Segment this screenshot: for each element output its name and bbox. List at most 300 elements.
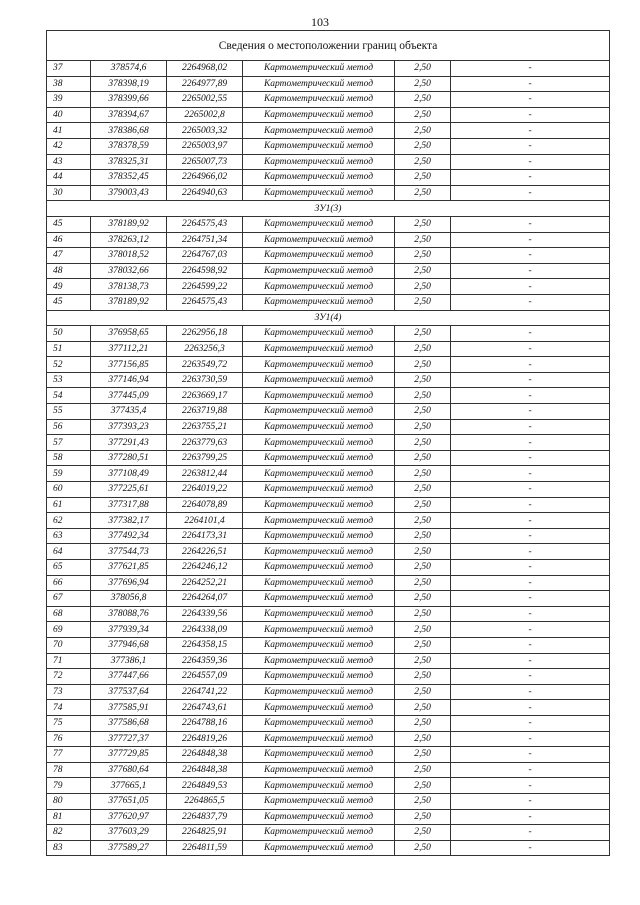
x-coordinate-cell: 377729,85 [91, 747, 167, 763]
description-cell: - [451, 435, 610, 451]
group-label: ЗУ1(4) [47, 310, 610, 326]
x-coordinate-cell: 377393,23 [91, 419, 167, 435]
x-coordinate-cell: 378394,67 [91, 107, 167, 123]
accuracy-cell: 2,50 [395, 419, 451, 435]
method-cell: Картометрический метод [243, 653, 395, 669]
method-cell: Картометрический метод [243, 622, 395, 638]
accuracy-cell: 2,50 [395, 170, 451, 186]
point-number-cell: 42 [47, 138, 91, 154]
description-cell: - [451, 778, 610, 794]
table-row [47, 669, 610, 685]
x-coordinate-cell: 377680,64 [91, 762, 167, 778]
method-cell: Картометрический метод [243, 825, 395, 841]
description-cell: - [451, 762, 610, 778]
description-cell: - [451, 388, 610, 404]
y-coordinate-cell: 2264019,22 [167, 482, 243, 498]
description-cell: - [451, 825, 610, 841]
table-row [47, 294, 610, 310]
point-number-cell: 48 [47, 263, 91, 279]
x-coordinate-cell: 377585,91 [91, 700, 167, 716]
point-number-cell: 68 [47, 606, 91, 622]
description-cell: - [451, 669, 610, 685]
description-cell: - [451, 248, 610, 264]
table-title: Сведения о местоположении границ объекта [47, 31, 610, 61]
table-row [47, 92, 610, 108]
accuracy-cell: 2,50 [395, 450, 451, 466]
method-cell: Картометрический метод [243, 232, 395, 248]
table-row [47, 170, 610, 186]
y-coordinate-cell: 2263730,59 [167, 372, 243, 388]
point-number-cell: 46 [47, 232, 91, 248]
point-number-cell: 39 [47, 92, 91, 108]
table-row [47, 372, 610, 388]
description-cell: - [451, 560, 610, 576]
point-number-cell: 57 [47, 435, 91, 451]
accuracy-cell: 2,50 [395, 809, 451, 825]
table-row [47, 840, 610, 856]
x-coordinate-cell: 377696,94 [91, 575, 167, 591]
x-coordinate-cell: 377435,4 [91, 404, 167, 420]
group-header-row [47, 201, 610, 217]
table-row [47, 528, 610, 544]
method-cell: Картометрический метод [243, 123, 395, 139]
accuracy-cell: 2,50 [395, 778, 451, 794]
method-cell: Картометрический метод [243, 700, 395, 716]
point-number-cell: 71 [47, 653, 91, 669]
method-cell: Картометрический метод [243, 404, 395, 420]
table-body [47, 61, 610, 856]
x-coordinate-cell: 377665,1 [91, 778, 167, 794]
table-row [47, 216, 610, 232]
point-number-cell: 66 [47, 575, 91, 591]
accuracy-cell: 2,50 [395, 61, 451, 77]
x-coordinate-cell: 377589,27 [91, 840, 167, 856]
method-cell: Картометрический метод [243, 560, 395, 576]
x-coordinate-cell: 377939,34 [91, 622, 167, 638]
x-coordinate-cell: 377492,34 [91, 528, 167, 544]
y-coordinate-cell: 2263755,21 [167, 419, 243, 435]
method-cell: Картометрический метод [243, 170, 395, 186]
y-coordinate-cell: 2264338,09 [167, 622, 243, 638]
method-cell: Картометрический метод [243, 575, 395, 591]
method-cell: Картометрический метод [243, 216, 395, 232]
accuracy-cell: 2,50 [395, 435, 451, 451]
x-coordinate-cell: 378263,12 [91, 232, 167, 248]
point-number-cell: 58 [47, 450, 91, 466]
method-cell: Картометрический метод [243, 747, 395, 763]
description-cell: - [451, 575, 610, 591]
table-title-row [47, 31, 610, 61]
x-coordinate-cell: 376958,65 [91, 326, 167, 342]
accuracy-cell: 2,50 [395, 622, 451, 638]
table-row [47, 513, 610, 529]
method-cell: Картометрический метод [243, 107, 395, 123]
y-coordinate-cell: 2263812,44 [167, 466, 243, 482]
y-coordinate-cell: 2264358,15 [167, 637, 243, 653]
method-cell: Картометрический метод [243, 388, 395, 404]
point-number-cell: 60 [47, 482, 91, 498]
table-row [47, 653, 610, 669]
group-label: ЗУ1(3) [47, 201, 610, 217]
point-number-cell: 59 [47, 466, 91, 482]
y-coordinate-cell: 2263549,72 [167, 357, 243, 373]
table-row [47, 248, 610, 264]
x-coordinate-cell: 378018,52 [91, 248, 167, 264]
table-row [47, 637, 610, 653]
accuracy-cell: 2,50 [395, 669, 451, 685]
method-cell: Картометрический метод [243, 341, 395, 357]
description-cell: - [451, 840, 610, 856]
point-number-cell: 78 [47, 762, 91, 778]
page-number: 103 [311, 15, 329, 29]
table-row [47, 778, 610, 794]
y-coordinate-cell: 2262956,18 [167, 326, 243, 342]
method-cell: Картометрический метод [243, 263, 395, 279]
y-coordinate-cell: 2264173,31 [167, 528, 243, 544]
y-coordinate-cell: 2265002,8 [167, 107, 243, 123]
table-row [47, 450, 610, 466]
y-coordinate-cell: 2264968,02 [167, 61, 243, 77]
table-row [47, 263, 610, 279]
method-cell: Картометрический метод [243, 92, 395, 108]
method-cell: Картометрический метод [243, 513, 395, 529]
accuracy-cell: 2,50 [395, 294, 451, 310]
x-coordinate-cell: 378386,68 [91, 123, 167, 139]
point-number-cell: 49 [47, 279, 91, 295]
y-coordinate-cell: 2264557,09 [167, 669, 243, 685]
method-cell: Картометрический метод [243, 684, 395, 700]
accuracy-cell: 2,50 [395, 793, 451, 809]
point-number-cell: 52 [47, 357, 91, 373]
description-cell: - [451, 528, 610, 544]
accuracy-cell: 2,50 [395, 513, 451, 529]
accuracy-cell: 2,50 [395, 544, 451, 560]
y-coordinate-cell: 2264848,38 [167, 747, 243, 763]
x-coordinate-cell: 377445,09 [91, 388, 167, 404]
y-coordinate-cell: 2264977,89 [167, 76, 243, 92]
method-cell: Картометрический метод [243, 61, 395, 77]
point-number-cell: 63 [47, 528, 91, 544]
x-coordinate-cell: 377537,64 [91, 684, 167, 700]
y-coordinate-cell: 2263256,3 [167, 341, 243, 357]
description-cell: - [451, 404, 610, 420]
method-cell: Картометрический метод [243, 809, 395, 825]
accuracy-cell: 2,50 [395, 123, 451, 139]
accuracy-cell: 2,50 [395, 154, 451, 170]
accuracy-cell: 2,50 [395, 637, 451, 653]
method-cell: Картометрический метод [243, 279, 395, 295]
x-coordinate-cell: 377386,1 [91, 653, 167, 669]
accuracy-cell: 2,50 [395, 326, 451, 342]
accuracy-cell: 2,50 [395, 185, 451, 201]
accuracy-cell: 2,50 [395, 341, 451, 357]
description-cell: - [451, 622, 610, 638]
point-number-cell: 73 [47, 684, 91, 700]
point-number-cell: 64 [47, 544, 91, 560]
y-coordinate-cell: 2264741,22 [167, 684, 243, 700]
description-cell: - [451, 123, 610, 139]
accuracy-cell: 2,50 [395, 482, 451, 498]
method-cell: Картометрический метод [243, 793, 395, 809]
point-number-cell: 61 [47, 497, 91, 513]
group-header-row [47, 310, 610, 326]
method-cell: Картометрический метод [243, 357, 395, 373]
y-coordinate-cell: 2264788,16 [167, 715, 243, 731]
y-coordinate-cell: 2264246,12 [167, 560, 243, 576]
table-row [47, 279, 610, 295]
description-cell: - [451, 809, 610, 825]
y-coordinate-cell: 2264598,92 [167, 263, 243, 279]
method-cell: Картометрический метод [243, 138, 395, 154]
accuracy-cell: 2,50 [395, 357, 451, 373]
x-coordinate-cell: 378189,92 [91, 216, 167, 232]
description-cell: - [451, 482, 610, 498]
point-number-cell: 41 [47, 123, 91, 139]
description-cell: - [451, 731, 610, 747]
description-cell: - [451, 279, 610, 295]
x-coordinate-cell: 378574,6 [91, 61, 167, 77]
method-cell: Картометрический метод [243, 497, 395, 513]
table-row [47, 575, 610, 591]
table-row [47, 700, 610, 716]
y-coordinate-cell: 2264767,03 [167, 248, 243, 264]
description-cell: - [451, 450, 610, 466]
method-cell: Картометрический метод [243, 778, 395, 794]
description-cell: - [451, 341, 610, 357]
description-cell: - [451, 466, 610, 482]
y-coordinate-cell: 2263779,63 [167, 435, 243, 451]
y-coordinate-cell: 2264599,22 [167, 279, 243, 295]
y-coordinate-cell: 2264837,79 [167, 809, 243, 825]
accuracy-cell: 2,50 [395, 560, 451, 576]
point-number-cell: 77 [47, 747, 91, 763]
method-cell: Картометрический метод [243, 76, 395, 92]
point-number-cell: 79 [47, 778, 91, 794]
point-number-cell: 30 [47, 185, 91, 201]
x-coordinate-cell: 378056,8 [91, 591, 167, 607]
method-cell: Картометрический метод [243, 482, 395, 498]
x-coordinate-cell: 378325,31 [91, 154, 167, 170]
table-row [47, 684, 610, 700]
description-cell: - [451, 61, 610, 77]
accuracy-cell: 2,50 [395, 700, 451, 716]
description-cell: - [451, 138, 610, 154]
description-cell: - [451, 653, 610, 669]
x-coordinate-cell: 378032,66 [91, 263, 167, 279]
y-coordinate-cell: 2264825,91 [167, 825, 243, 841]
x-coordinate-cell: 377586,68 [91, 715, 167, 731]
method-cell: Картометрический метод [243, 185, 395, 201]
x-coordinate-cell: 377280,51 [91, 450, 167, 466]
method-cell: Картометрический метод [243, 435, 395, 451]
accuracy-cell: 2,50 [395, 684, 451, 700]
x-coordinate-cell: 377291,43 [91, 435, 167, 451]
table-row [47, 560, 610, 576]
description-cell: - [451, 263, 610, 279]
method-cell: Картометрический метод [243, 591, 395, 607]
y-coordinate-cell: 2263799,25 [167, 450, 243, 466]
y-coordinate-cell: 2264819,26 [167, 731, 243, 747]
description-cell: - [451, 544, 610, 560]
method-cell: Картометрический метод [243, 154, 395, 170]
y-coordinate-cell: 2264101,4 [167, 513, 243, 529]
accuracy-cell: 2,50 [395, 92, 451, 108]
description-cell: - [451, 747, 610, 763]
table-row [47, 435, 610, 451]
x-coordinate-cell: 378138,73 [91, 279, 167, 295]
description-cell: - [451, 76, 610, 92]
accuracy-cell: 2,50 [395, 76, 451, 92]
description-cell: - [451, 715, 610, 731]
table-row [47, 61, 610, 77]
description-cell: - [451, 700, 610, 716]
accuracy-cell: 2,50 [395, 232, 451, 248]
point-number-cell: 45 [47, 216, 91, 232]
y-coordinate-cell: 2264743,61 [167, 700, 243, 716]
accuracy-cell: 2,50 [395, 653, 451, 669]
point-number-cell: 37 [47, 61, 91, 77]
point-number-cell: 69 [47, 622, 91, 638]
method-cell: Картометрический метод [243, 326, 395, 342]
accuracy-cell: 2,50 [395, 107, 451, 123]
point-number-cell: 56 [47, 419, 91, 435]
boundary-coordinates-table [46, 30, 610, 856]
y-coordinate-cell: 2264811,59 [167, 840, 243, 856]
x-coordinate-cell: 377225,61 [91, 482, 167, 498]
table-row [47, 466, 610, 482]
description-cell: - [451, 107, 610, 123]
y-coordinate-cell: 2264078,89 [167, 497, 243, 513]
table-row [47, 123, 610, 139]
table-row [47, 357, 610, 373]
table-row [47, 544, 610, 560]
accuracy-cell: 2,50 [395, 731, 451, 747]
accuracy-cell: 2,50 [395, 762, 451, 778]
x-coordinate-cell: 377447,66 [91, 669, 167, 685]
point-number-cell: 43 [47, 154, 91, 170]
point-number-cell: 70 [47, 637, 91, 653]
x-coordinate-cell: 378378,59 [91, 138, 167, 154]
description-cell: - [451, 185, 610, 201]
point-number-cell: 38 [47, 76, 91, 92]
x-coordinate-cell: 377382,17 [91, 513, 167, 529]
table-row [47, 809, 610, 825]
x-coordinate-cell: 377317,88 [91, 497, 167, 513]
x-coordinate-cell: 377651,05 [91, 793, 167, 809]
method-cell: Картометрический метод [243, 715, 395, 731]
description-cell: - [451, 372, 610, 388]
method-cell: Картометрический метод [243, 840, 395, 856]
x-coordinate-cell: 377620,97 [91, 809, 167, 825]
table-row [47, 185, 610, 201]
x-coordinate-cell: 377156,85 [91, 357, 167, 373]
x-coordinate-cell: 377146,94 [91, 372, 167, 388]
description-cell: - [451, 92, 610, 108]
point-number-cell: 82 [47, 825, 91, 841]
point-number-cell: 55 [47, 404, 91, 420]
table-row [47, 622, 610, 638]
method-cell: Картометрический метод [243, 450, 395, 466]
point-number-cell: 50 [47, 326, 91, 342]
description-cell: - [451, 606, 610, 622]
description-cell: - [451, 294, 610, 310]
table-row [47, 404, 610, 420]
table-row [47, 76, 610, 92]
description-cell: - [451, 419, 610, 435]
y-coordinate-cell: 2265007,73 [167, 154, 243, 170]
x-coordinate-cell: 378088,76 [91, 606, 167, 622]
y-coordinate-cell: 2265003,32 [167, 123, 243, 139]
point-number-cell: 83 [47, 840, 91, 856]
point-number-cell: 75 [47, 715, 91, 731]
x-coordinate-cell: 377727,37 [91, 731, 167, 747]
description-cell: - [451, 497, 610, 513]
y-coordinate-cell: 2264264,07 [167, 591, 243, 607]
table-row [47, 715, 610, 731]
method-cell: Картометрический метод [243, 731, 395, 747]
accuracy-cell: 2,50 [395, 216, 451, 232]
x-coordinate-cell: 378352,45 [91, 170, 167, 186]
table-row [47, 326, 610, 342]
point-number-cell: 80 [47, 793, 91, 809]
point-number-cell: 81 [47, 809, 91, 825]
y-coordinate-cell: 2264252,21 [167, 575, 243, 591]
accuracy-cell: 2,50 [395, 528, 451, 544]
table-row [47, 388, 610, 404]
accuracy-cell: 2,50 [395, 497, 451, 513]
x-coordinate-cell: 377112,21 [91, 341, 167, 357]
description-cell: - [451, 793, 610, 809]
table-row [47, 825, 610, 841]
point-number-cell: 40 [47, 107, 91, 123]
method-cell: Картометрический метод [243, 248, 395, 264]
x-coordinate-cell: 377621,85 [91, 560, 167, 576]
accuracy-cell: 2,50 [395, 279, 451, 295]
point-number-cell: 62 [47, 513, 91, 529]
table-row [47, 341, 610, 357]
accuracy-cell: 2,50 [395, 747, 451, 763]
point-number-cell: 47 [47, 248, 91, 264]
y-coordinate-cell: 2264339,56 [167, 606, 243, 622]
description-cell: - [451, 513, 610, 529]
description-cell: - [451, 591, 610, 607]
table-row [47, 762, 610, 778]
table-row [47, 419, 610, 435]
point-number-cell: 54 [47, 388, 91, 404]
y-coordinate-cell: 2264849,53 [167, 778, 243, 794]
method-cell: Картометрический метод [243, 466, 395, 482]
table-row [47, 747, 610, 763]
point-number-cell: 65 [47, 560, 91, 576]
table-row [47, 731, 610, 747]
table-row [47, 482, 610, 498]
table-row [47, 154, 610, 170]
x-coordinate-cell: 377946,68 [91, 637, 167, 653]
method-cell: Картометрический метод [243, 294, 395, 310]
method-cell: Картометрический метод [243, 762, 395, 778]
accuracy-cell: 2,50 [395, 715, 451, 731]
y-coordinate-cell: 2263719,88 [167, 404, 243, 420]
description-cell: - [451, 326, 610, 342]
accuracy-cell: 2,50 [395, 138, 451, 154]
accuracy-cell: 2,50 [395, 388, 451, 404]
table-row [47, 107, 610, 123]
point-number-cell: 44 [47, 170, 91, 186]
accuracy-cell: 2,50 [395, 840, 451, 856]
point-number-cell: 53 [47, 372, 91, 388]
x-coordinate-cell: 378189,92 [91, 294, 167, 310]
x-coordinate-cell: 377108,49 [91, 466, 167, 482]
